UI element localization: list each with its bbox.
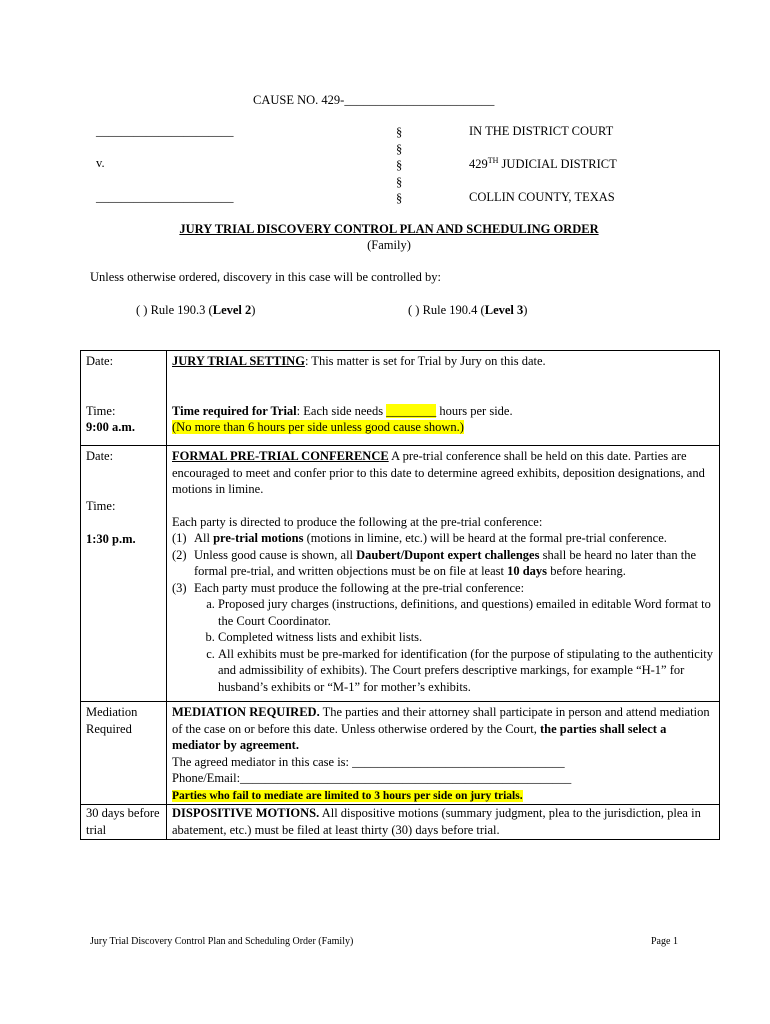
time-value: 1:30 p.m. bbox=[86, 532, 136, 546]
item2-text: Unless good cause is shown, all bbox=[194, 547, 357, 562]
intro-text: Unless otherwise ordered, discovery in this case will be controlled by: bbox=[90, 270, 441, 284]
row-label-cell bbox=[81, 446, 167, 702]
section-symbol: § bbox=[396, 141, 403, 156]
party-blank-1[interactable]: ______________________ bbox=[96, 124, 234, 138]
phone-email-field[interactable]: Phone/Email:_____________________________________________________ bbox=[172, 771, 572, 785]
mediation-agreement: the parties shall select a mediator by agreement. bbox=[172, 721, 667, 752]
time-label: Time: bbox=[86, 498, 116, 513]
row-content-cell bbox=[167, 702, 720, 805]
time-required bbox=[172, 403, 714, 420]
pretrial-text: A pre-trial conference shall be held on this date. Parties are encouraged to meet and confer prior to this date to determine agreed exhibits, deposition designations, and motions in limine. bbox=[172, 449, 705, 496]
court-line-3: COLLIN COUNTY, TEXAS bbox=[469, 190, 615, 204]
list-item: (2) Unless good cause is shown, all Daubert/Dupont expert challenges shall be heard no later than the formal pre-trial, and written objections must be on file at least 10 days before hearing. bbox=[172, 547, 697, 578]
list-item: (1) All pre-trial motions (motions in limine, etc.) will be heard at the formal pre-trial conference. bbox=[172, 531, 667, 545]
item2-bold: Daubert/Dupont expert challenges bbox=[356, 547, 540, 562]
option-level-2-bold: Level 2 bbox=[212, 303, 252, 317]
dispositive-title: DISPOSITIVE MOTIONS. bbox=[172, 806, 320, 820]
schedule-table bbox=[80, 350, 720, 840]
district-ordinal: TH bbox=[487, 156, 499, 165]
option-level-2-suffix: ) bbox=[251, 303, 256, 317]
dispositive-text: All dispositive motions (summary judgment, plea to the jurisdiction, plea in abatement, etc.) must be filed at least thirty (30) days before trial. bbox=[172, 806, 701, 837]
section-symbol: § bbox=[396, 174, 403, 189]
row-label-cell bbox=[81, 805, 167, 840]
time-limit-note: (No more than 6 hours per side unless good cause shown.) bbox=[172, 420, 464, 434]
court-line-1: IN THE DISTRICT COURT bbox=[469, 124, 614, 138]
court-line-2 bbox=[469, 156, 617, 172]
time-value: 9:00 a.m. bbox=[86, 420, 135, 434]
item1-text: All bbox=[194, 531, 214, 545]
document-title: JURY TRIAL DISCOVERY CONTROL PLAN AND SCHEDULING ORDER bbox=[179, 222, 599, 236]
time-required-label: Time required for Trial bbox=[172, 403, 297, 418]
item3-text: Each party must produce the following at the pre-trial conference: bbox=[194, 580, 525, 595]
time-required-text: : Each side needs bbox=[296, 403, 387, 418]
date-label: Date: bbox=[86, 449, 114, 463]
hours-blank[interactable]: ________ bbox=[386, 403, 437, 418]
item2-tail: before hearing. bbox=[547, 564, 626, 578]
cause-number: CAUSE NO. 429-________________________ bbox=[253, 93, 495, 107]
district-number: 429 bbox=[469, 157, 488, 172]
item2-days: 10 days bbox=[507, 564, 548, 578]
trial-setting-text: : This matter is set for Trial by Jury on this date. bbox=[304, 354, 546, 368]
sub-item-a: a. Proposed jury charges (instructions, definitions, and questions) emailed in editable Word format to the Court Coordinator. bbox=[218, 596, 714, 629]
mediation-limit-note: Parties who fail to mediate are limited to 3 hours per side on jury trials. bbox=[172, 789, 523, 802]
mediator-field[interactable]: The agreed mediator in this case is: __________________________________ bbox=[172, 754, 565, 769]
trial-setting bbox=[172, 353, 714, 370]
mediation-paragraph bbox=[172, 704, 714, 754]
option-level-3-suffix: ) bbox=[523, 303, 528, 317]
item1-tail: (motions in limine, etc.) will be heard at the formal pre-trial conference. bbox=[303, 531, 667, 545]
dispositive-paragraph bbox=[172, 805, 714, 838]
section-symbol: § bbox=[396, 158, 403, 172]
table-row bbox=[81, 805, 720, 840]
option-level-3-bold: Level 3 bbox=[484, 303, 524, 317]
row-label-cell bbox=[81, 351, 167, 446]
requirements-list bbox=[172, 530, 714, 596]
sub-item-c: c. All exhibits must be pre-marked for identification (for the purpose of stipulating to the authenticity and admissibility of exhibits). The Court prefers descriptive markings, for example “H-1” for husband’s exhibits or “M-1” for mother’s exhibits. bbox=[218, 646, 714, 696]
section-symbol: § bbox=[396, 191, 403, 205]
time-label: Time: bbox=[86, 403, 116, 418]
row-label-cell bbox=[81, 702, 167, 805]
party-blank-2[interactable]: ______________________ bbox=[96, 190, 234, 204]
pretrial-conference bbox=[172, 448, 714, 498]
section-symbol: § bbox=[396, 125, 403, 139]
page-number: Page 1 bbox=[651, 936, 678, 947]
time-required-tail: hours per side. bbox=[436, 403, 513, 418]
date-label: Date: bbox=[86, 354, 114, 368]
list-item: (3) Each party must produce the following at the pre-trial conference: bbox=[172, 580, 525, 595]
section-symbols bbox=[396, 124, 402, 207]
table-row bbox=[81, 446, 720, 702]
sub-list bbox=[172, 596, 714, 695]
document-subtitle: (Family) bbox=[367, 238, 411, 252]
option-level-3[interactable] bbox=[408, 303, 527, 318]
item1-bold: pre-trial motions bbox=[213, 531, 304, 545]
row-content-cell bbox=[167, 805, 720, 840]
pretrial-title: FORMAL PRE-TRIAL CONFERENCE bbox=[172, 449, 389, 463]
table-row bbox=[81, 351, 720, 446]
footer-title: Jury Trial Discovery Control Plan and Scheduling Order (Family) bbox=[90, 936, 354, 947]
mediation-title: MEDIATION REQUIRED. bbox=[172, 705, 320, 719]
trial-setting-title: JURY TRIAL SETTING bbox=[172, 354, 305, 368]
mediation-text: The parties and their attorney shall participate in person and attend mediation of the case on or before this date. Unless otherwise ordered by the Court, bbox=[172, 705, 710, 736]
district-label: JUDICIAL DISTRICT bbox=[498, 157, 617, 172]
versus-label: v. bbox=[96, 156, 105, 170]
option-level-2[interactable] bbox=[136, 303, 255, 318]
table-row bbox=[81, 702, 720, 805]
option-level-2-prefix: ( ) Rule 190.3 ( bbox=[136, 303, 213, 317]
produce-intro: Each party is directed to produce the following at the pre-trial conference: bbox=[172, 514, 543, 529]
row-content-cell bbox=[167, 446, 720, 702]
deadline-label: 30 days before trial bbox=[86, 806, 160, 837]
sub-item-b: b. Completed witness lists and exhibit lists. bbox=[218, 629, 714, 646]
mediation-label: Mediation Required bbox=[86, 705, 138, 736]
row-content-cell bbox=[167, 351, 720, 446]
item2-mid: shall be heard no later than the formal pre-trial, and written objections must be on file at least bbox=[194, 547, 697, 578]
option-level-3-prefix: ( ) Rule 190.4 ( bbox=[408, 303, 485, 317]
